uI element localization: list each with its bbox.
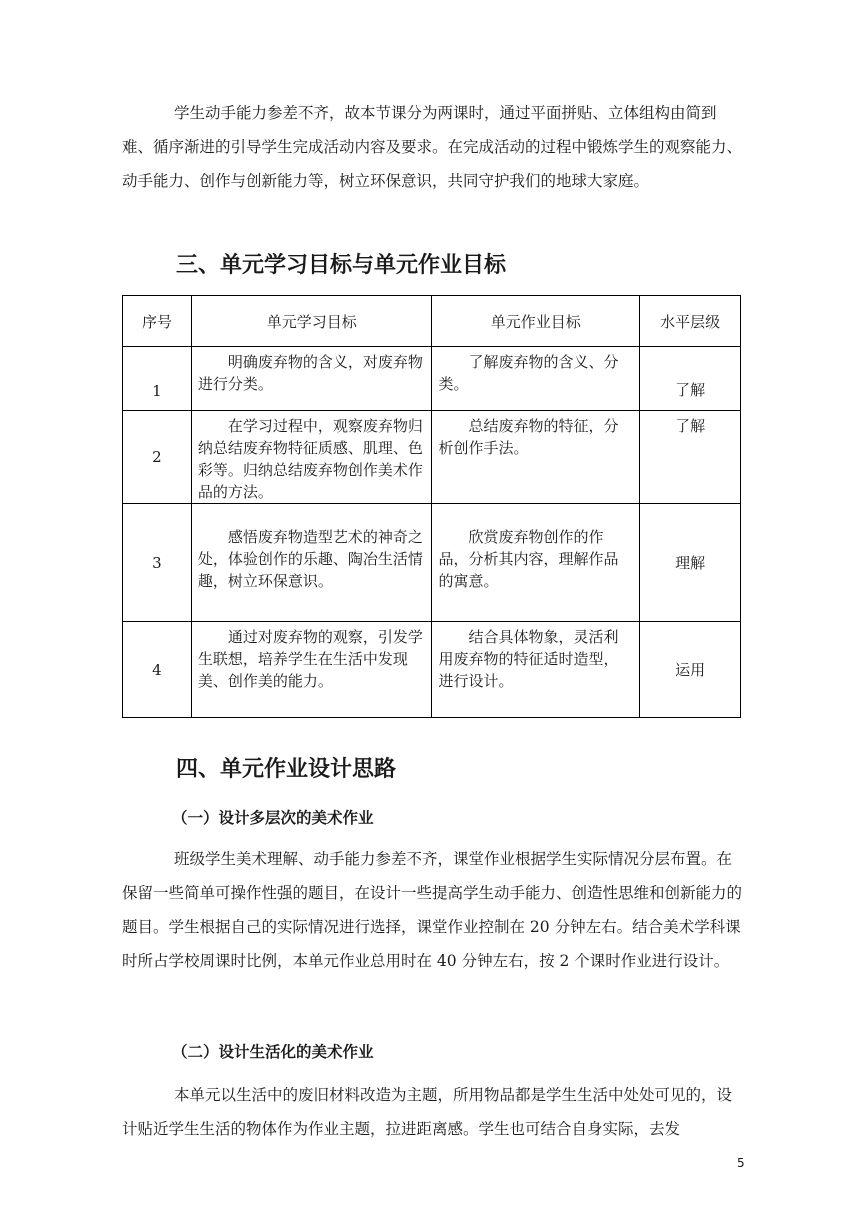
study-goal-text: 感悟废弃物造型艺术的神奇之处，体验创作的乐趣、陶冶生活情趣，树立环保意识。 [197, 528, 423, 590]
header-level: 水平层级 [640, 296, 741, 347]
row-study-goal [191, 347, 432, 411]
subsection-2-paragraph: 本单元以生活中的废旧材料改造为主题，所用物品都是学生生活中处处可见的，设计贴近学生生活的物体作为作业主题，拉进距离感。学生也可结合自身实际，去发 [122, 1086, 733, 1138]
header-study-goal: 单元学习目标 [191, 296, 432, 347]
table-header-row [123, 296, 741, 347]
subsection-1-heading: （一）设计多层次的美术作业 [172, 809, 374, 827]
row-homework-goal [432, 411, 640, 504]
row-homework-goal [432, 504, 640, 622]
row-homework-goal [432, 347, 640, 411]
row-number: 4 [123, 622, 192, 718]
row-level: 运用 [640, 622, 741, 718]
homework-goal-text: 结合具体物象，灵活利用废弃物的特征适时造型，进行设计。 [438, 628, 619, 690]
study-goal-text: 通过对废弃物的观察，引发学生联想，培养学生在生活中发现美、创作美的能力。 [197, 628, 423, 690]
row-homework-goal [432, 622, 640, 718]
row-number: 1 [123, 347, 192, 411]
row-study-goal [191, 504, 432, 622]
row-study-goal [191, 622, 432, 718]
study-goal-text: 在学习过程中，观察废弃物归纳总结废弃物特征质感、肌理、色彩等。归纳总结废弃物创作美术作品的方法。 [197, 417, 423, 501]
row-level: 了解 [640, 411, 741, 504]
goals-table [122, 295, 741, 718]
row-study-goal [191, 411, 432, 504]
table-row [123, 411, 741, 504]
section-4-heading: 四、单元作业设计思路 [176, 757, 397, 782]
header-number: 序号 [123, 296, 192, 347]
table-row [123, 622, 741, 718]
intro-paragraph: 学生动手能力参差不齐，故本节课分为两课时，通过平面拼贴、立体组构由简到难、循序渐进的引导学生完成活动内容及要求。在完成活动的过程中锻炼学生的观察能力、动手能力、创作与创新能力等，树立环保意识，共同守护我们的地球大家庭。 [122, 104, 743, 190]
row-level: 了解 [640, 347, 741, 411]
table-row [123, 504, 741, 622]
row-number: 2 [123, 411, 192, 504]
homework-goal-text: 了解废弃物的含义、分类。 [438, 353, 619, 393]
page-number: 5 [737, 1156, 745, 1170]
row-number: 3 [123, 504, 192, 622]
study-goal-text: 明确废弃物的含义，对废弃物进行分类。 [197, 353, 423, 393]
subsection-2-heading: （二）设计生活化的美术作业 [172, 1043, 374, 1061]
header-homework-goal: 单元作业目标 [432, 296, 640, 347]
subsection-1-paragraph: 班级学生美术理解、动手能力参差不齐，课堂作业根据学生实际情况分层布置。在保留一些简单可操作性强的题目，在设计一些提高学生动手能力、创造性思维和创新能力的题目。学生根据自己的实际情况进行选择，课堂作业控制在 20 分钟左右。结合美术学科课时所占学校周课时比例，本单元作业总用时在 40 分钟左右，按 2 个课时作业进行设计。 [122, 850, 743, 970]
row-level: 理解 [640, 504, 741, 622]
homework-goal-text: 总结废弃物的特征，分析创作手法。 [438, 417, 619, 457]
homework-goal-text: 欣赏废弃物创作的作品，分析其内容，理解作品的寓意。 [438, 528, 619, 590]
section-3-heading: 三、单元学习目标与单元作业目标 [176, 253, 507, 278]
table-row [123, 347, 741, 411]
